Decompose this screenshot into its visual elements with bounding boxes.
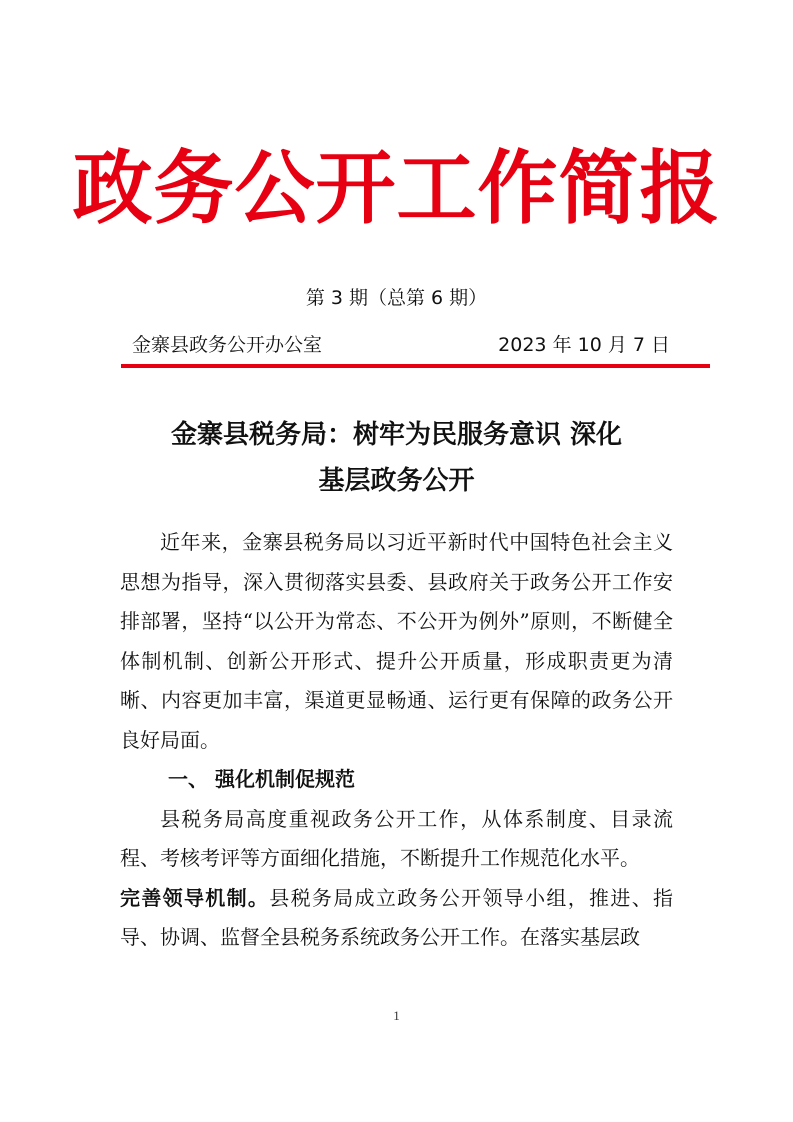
masthead-title: 政务公开工作简报 <box>72 141 721 235</box>
red-divider <box>121 364 710 368</box>
headline-line-2: 基层政务公开 <box>318 466 475 496</box>
issue-date: 2023 年 10 月 7 日 <box>498 334 670 356</box>
paragraph-section-1: 县税务局高度重视政务公开工作，从体系制度、目录流程、考核考评等方面细化措施，不断提升工作规范化水平。 <box>120 806 673 870</box>
headline-line-1: 金寨县税务局：树牢为民服务意识 深化 <box>170 420 623 450</box>
paragraph-leadership <box>120 879 673 958</box>
paragraph-lead: 完善领导机制。 <box>120 885 270 910</box>
article-body <box>120 523 673 958</box>
meta-row <box>125 330 670 360</box>
paragraph-intro: 近年来，金寨县税务局以习近平新时代中国特色社会主义思想为指导，深入贯彻落实县委、县政府关于政务公开工作安排部署，坚持“以公开为常态、不公开为例外”原则，不断健全体制机制、创新公开形式、提升公开质量，形成职责更为清晰、内容更加丰富，渠道更显畅通、运行更有保障的政务公开良好局面。 <box>120 530 673 752</box>
section-heading-1: 一、 强化机制促规范 <box>168 767 355 791</box>
paragraph-text: 县税务局成立政务公开领导小组，推进、指导、协调、监督全县税务系统政务公开工作。在落实基层政 <box>120 885 674 949</box>
issuing-office: 金寨县政务公开办公室 <box>132 334 323 356</box>
page-number: 1 <box>393 1008 400 1023</box>
article-headline <box>120 412 673 504</box>
issue-number: 第 3 期（总第 6 期） <box>305 287 488 309</box>
